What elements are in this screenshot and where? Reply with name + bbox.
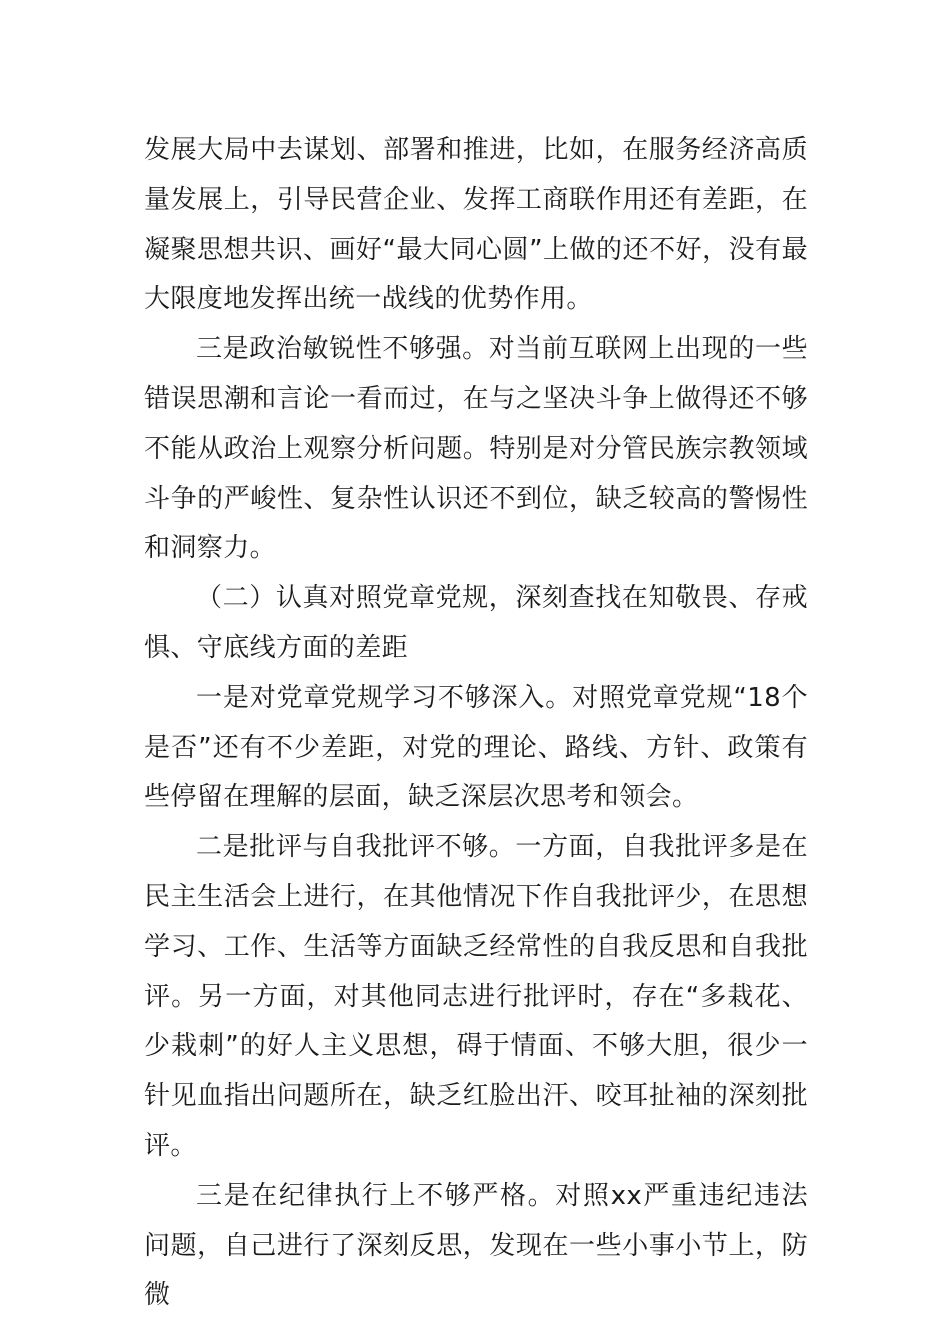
paragraph-criticism: 二是批评与自我批评不够。一方面，自我批评多是在民主生活会上进行，在其他情况下作自我批评少，在思想学习、工作、生活等方面缺乏经常性的自我反思和自我批评。另一方面，对其他同志进行批评时，存在“多栽花、少栽刺”的好人主义思想，碍于情面、不够大胆，很少一针见血指出问题所在，缺乏红脸出汗、咬耳扯袖的深刻批评。 (144, 832, 808, 1161)
paragraph-party-rules-study: 一是对党章党规学习不够深入。对照党章党规“18个是否”还有不少差距，对党的理论、路线、方针、政策有些停留在理解的层面，缺乏深层次思考和领会。 (144, 682, 808, 813)
section-heading-two: （二）认真对照党章党规，深刻查找在知敬畏、存戒惧、守底线方面的差距 (144, 583, 808, 663)
paragraph-political-sensitivity: 三是政治敏锐性不够强。对当前互联网上出现的一些错误思潮和言论一看而过，在与之坚决斗争上做得还不够不能从政治上观察分析问题。特别是对分管民族宗教领域斗争的严峻性、复杂性认识还不到位，缺乏较高的警惕性和洞察力。 (144, 334, 808, 564)
paragraph-discipline: 三是在纪律执行上不够严格。对照xx严重违纪违法问题，自己进行了深刻反思，发现在一些小事小节上，防微 (144, 1180, 808, 1311)
document-body (144, 126, 808, 1321)
paragraph-continuation: 发展大局中去谋划、部署和推进，比如，在服务经济高质量发展上，引导民营企业、发挥工商联作用还有差距，在凝聚思想共识、画好“最大同心圆”上做的还不好，没有最大限度地发挥出统一战线的优势作用。 (144, 135, 808, 315)
